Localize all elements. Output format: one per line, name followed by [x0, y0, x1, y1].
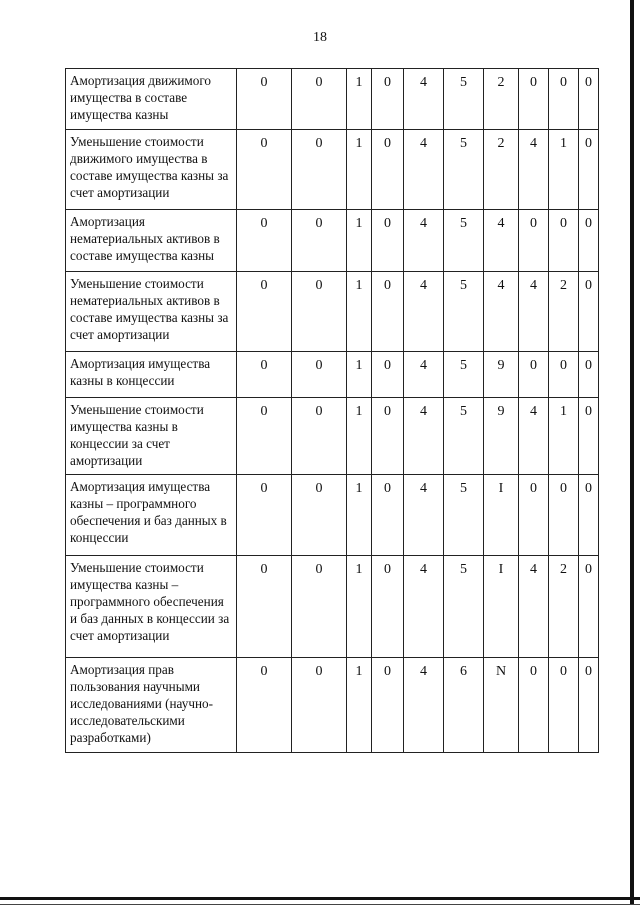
- table-row: [66, 398, 599, 475]
- code-digit-cell: 4: [519, 130, 549, 210]
- code-digit-cell: 4: [404, 352, 444, 398]
- code-digit-cell: 4: [519, 398, 549, 475]
- code-digit-cell: 5: [444, 272, 484, 352]
- row-label: Амортизация прав пользования научными исследованиями (научно-исследовательскими разработками): [66, 658, 237, 753]
- table-body: [66, 69, 599, 753]
- scan-edge-right: [630, 0, 634, 905]
- code-digit-cell: 0: [292, 69, 347, 130]
- code-digit-cell: 4: [404, 272, 444, 352]
- code-digit-cell: 0: [372, 475, 404, 556]
- code-digit-cell: 0: [292, 475, 347, 556]
- code-digit-cell: 0: [292, 210, 347, 272]
- code-digit-cell: 0: [292, 398, 347, 475]
- page-number: 18: [313, 30, 327, 45]
- code-digit-cell: 0: [519, 352, 549, 398]
- table-row: [66, 556, 599, 658]
- code-digit-cell: 4: [404, 658, 444, 753]
- code-digit-cell: 5: [444, 556, 484, 658]
- code-digit-cell: 0: [372, 130, 404, 210]
- code-digit-cell: 0: [519, 658, 549, 753]
- code-digit-cell: 0: [549, 658, 579, 753]
- code-digit-cell: 0: [237, 398, 292, 475]
- code-digit-cell: 0: [372, 398, 404, 475]
- code-digit-cell: 5: [444, 475, 484, 556]
- code-digit-cell: 0: [372, 69, 404, 130]
- code-digit-cell: 0: [549, 69, 579, 130]
- code-digit-cell: 0: [579, 475, 599, 556]
- account-code-table: [65, 68, 599, 753]
- code-digit-cell: 1: [347, 475, 372, 556]
- code-digit-cell: 0: [579, 272, 599, 352]
- code-digit-cell: 6: [444, 658, 484, 753]
- code-digit-cell: 9: [484, 352, 519, 398]
- row-label: Уменьшение стоимости движимого имущества в составе имущества казны за счет амортизации: [66, 130, 237, 210]
- row-label: Амортизация имущества казны – программного обеспечения и баз данных в концессии: [66, 475, 237, 556]
- code-digit-cell: 4: [404, 130, 444, 210]
- code-digit-cell: 4: [404, 556, 444, 658]
- code-digit-cell: 0: [519, 69, 549, 130]
- code-digit-cell: 0: [372, 352, 404, 398]
- code-digit-cell: 5: [444, 352, 484, 398]
- code-digit-cell: 0: [237, 130, 292, 210]
- code-digit-cell: 2: [549, 556, 579, 658]
- code-digit-cell: 0: [292, 658, 347, 753]
- code-digit-cell: 0: [579, 130, 599, 210]
- code-digit-cell: 0: [372, 556, 404, 658]
- code-digit-cell: 0: [579, 352, 599, 398]
- code-digit-cell: 0: [579, 398, 599, 475]
- code-digit-cell: 9: [484, 398, 519, 475]
- code-digit-cell: 0: [292, 130, 347, 210]
- code-digit-cell: 0: [579, 556, 599, 658]
- code-digit-cell: 1: [347, 556, 372, 658]
- code-digit-cell: 0: [292, 272, 347, 352]
- code-digit-cell: 0: [519, 475, 549, 556]
- code-digit-cell: 0: [579, 210, 599, 272]
- code-digit-cell: 0: [579, 658, 599, 753]
- code-digit-cell: 1: [347, 69, 372, 130]
- code-digit-cell: 4: [404, 210, 444, 272]
- table-row: [66, 69, 599, 130]
- table-row: [66, 130, 599, 210]
- code-digit-cell: 0: [237, 556, 292, 658]
- code-digit-cell: 1: [347, 398, 372, 475]
- code-digit-cell: 0: [292, 352, 347, 398]
- table-row: [66, 475, 599, 556]
- code-digit-cell: 1: [347, 272, 372, 352]
- code-digit-cell: 0: [237, 69, 292, 130]
- code-digit-cell: 1: [549, 398, 579, 475]
- code-digit-cell: 0: [237, 475, 292, 556]
- code-digit-cell: 2: [549, 272, 579, 352]
- code-digit-cell: 5: [444, 210, 484, 272]
- code-digit-cell: 4: [484, 272, 519, 352]
- code-digit-cell: 5: [444, 69, 484, 130]
- table-row: [66, 272, 599, 352]
- code-digit-cell: 2: [484, 130, 519, 210]
- code-digit-cell: 1: [347, 130, 372, 210]
- scan-edge-bottom: [0, 897, 640, 900]
- code-digit-cell: 4: [484, 210, 519, 272]
- code-digit-cell: 1: [347, 352, 372, 398]
- table-row: [66, 352, 599, 398]
- code-digit-cell: 0: [237, 210, 292, 272]
- code-digit-cell: I: [484, 475, 519, 556]
- code-digit-cell: 4: [404, 69, 444, 130]
- code-digit-cell: 5: [444, 398, 484, 475]
- row-label: Уменьшение стоимости нематериальных активов в составе имущества казны за счет амортизации: [66, 272, 237, 352]
- code-digit-cell: 0: [237, 658, 292, 753]
- code-digit-cell: 1: [347, 658, 372, 753]
- code-digit-cell: 4: [404, 475, 444, 556]
- code-digit-cell: 0: [292, 556, 347, 658]
- code-digit-cell: 1: [347, 210, 372, 272]
- code-digit-cell: 0: [549, 210, 579, 272]
- code-digit-cell: 2: [484, 69, 519, 130]
- code-digit-cell: 4: [404, 398, 444, 475]
- code-digit-cell: 0: [372, 272, 404, 352]
- code-digit-cell: 4: [519, 556, 549, 658]
- code-digit-cell: 1: [549, 130, 579, 210]
- code-digit-cell: 0: [579, 69, 599, 130]
- code-digit-cell: N: [484, 658, 519, 753]
- row-label: Амортизация нематериальных активов в составе имущества казны: [66, 210, 237, 272]
- code-digit-cell: I: [484, 556, 519, 658]
- row-label: Уменьшение стоимости имущества казны – программного обеспечения и баз данных в концессии за счет амортизации: [66, 556, 237, 658]
- code-digit-cell: 0: [372, 658, 404, 753]
- code-digit-cell: 5: [444, 130, 484, 210]
- code-digit-cell: 0: [237, 272, 292, 352]
- code-digit-cell: 4: [519, 272, 549, 352]
- row-label: Амортизация движимого имущества в составе имущества казны: [66, 69, 237, 130]
- table-row: [66, 210, 599, 272]
- code-digit-cell: 0: [519, 210, 549, 272]
- row-label: Амортизация имущества казны в концессии: [66, 352, 237, 398]
- code-digit-cell: 0: [549, 475, 579, 556]
- code-digit-cell: 0: [237, 352, 292, 398]
- code-digit-cell: 0: [372, 210, 404, 272]
- code-digit-cell: 0: [549, 352, 579, 398]
- row-label: Уменьшение стоимости имущества казны в концессии за счет амортизации: [66, 398, 237, 475]
- table-row: [66, 658, 599, 753]
